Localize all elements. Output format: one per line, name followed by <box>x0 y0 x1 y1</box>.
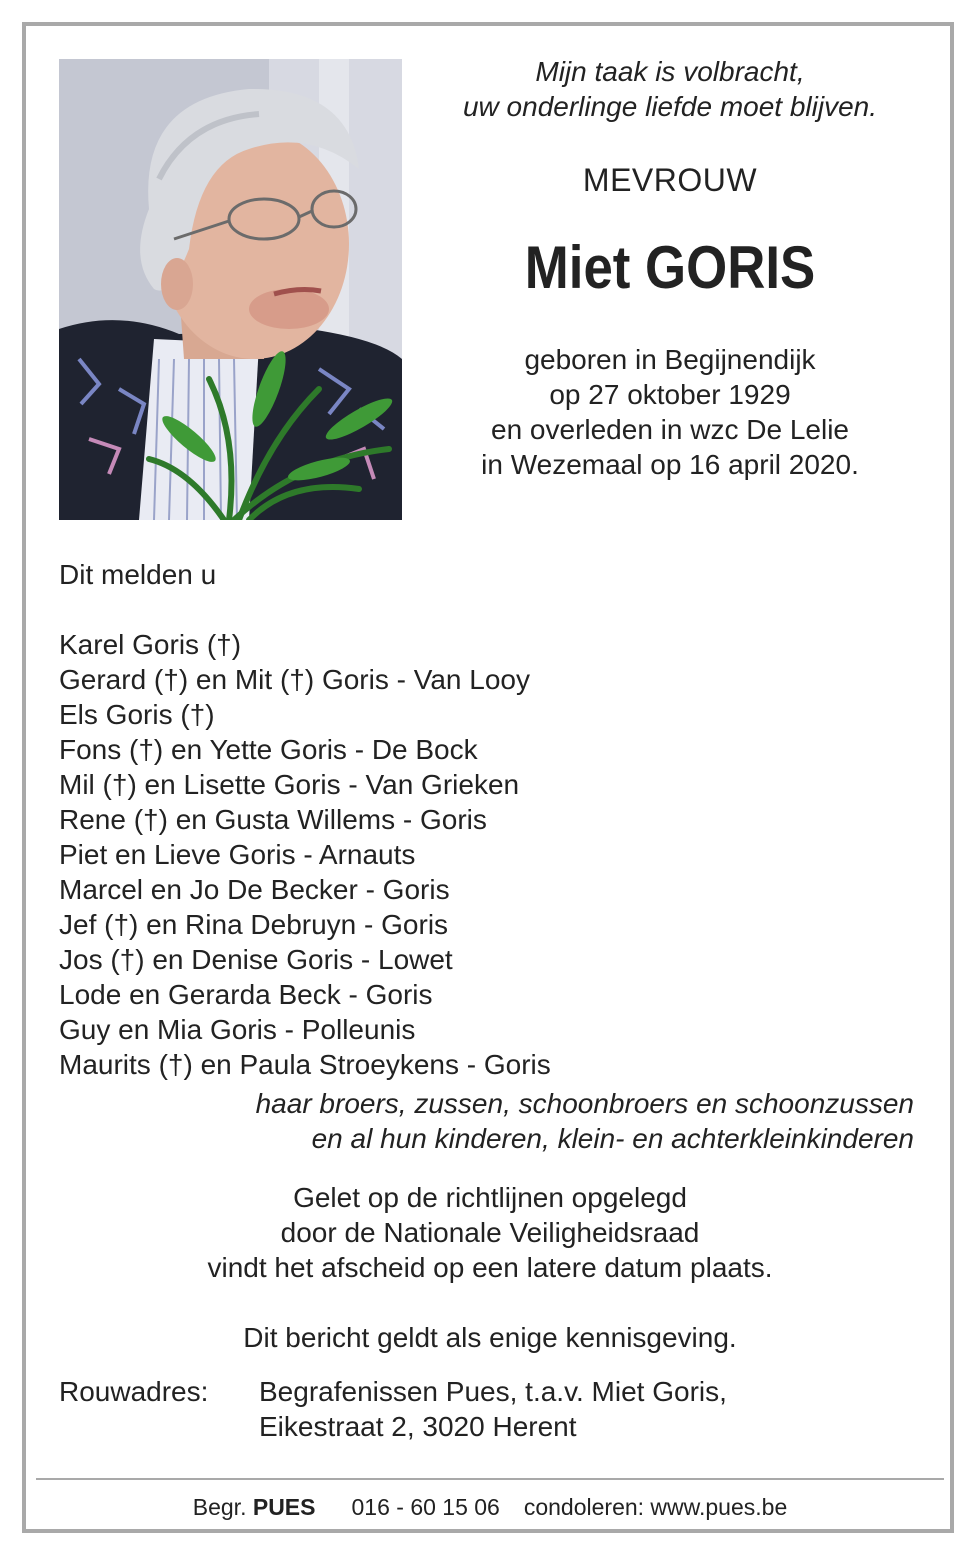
family-list <box>59 627 551 1082</box>
verse-line: uw onderlinge liefde moet blijven. <box>462 91 878 122</box>
family-member: Jef (†) en Rina Debruyn - Goris <box>59 909 449 940</box>
family-member: Els Goris (†) <box>59 699 215 730</box>
title-prefix: MEVROUW <box>582 162 758 198</box>
footer-prefix: Begr. <box>192 1494 247 1520</box>
birth-death-line: geboren in Begijnendijk <box>524 344 816 375</box>
footer-condolence-link[interactable]: condoleren: www.pues.be <box>523 1494 788 1520</box>
family-member: Fons (†) en Yette Goris - De Bock <box>59 734 478 765</box>
family-member: Rene (†) en Gusta Willems - Goris <box>59 804 487 835</box>
only-notice: Dit bericht geldt als enige kennisgeving. <box>243 1322 737 1353</box>
family-member: Guy en Mia Goris - Polleunis <box>59 1014 416 1045</box>
deceased-name: Miet GORIS <box>524 234 816 301</box>
family-member: Karel Goris (†) <box>59 629 242 660</box>
birth-death-line: op 27 oktober 1929 <box>549 379 791 410</box>
relation-line: haar broers, zussen, schoonbroers en schoonzussen <box>255 1088 914 1119</box>
notice-line: vindt het afscheid op een latere datum plaats. <box>207 1252 773 1283</box>
address-line: Begrafenissen Pues, t.a.v. Miet Goris, <box>259 1376 727 1407</box>
birth-death-line: en overleden in wzc De Lelie <box>491 414 849 445</box>
address-line: Eikestraat 2, 3020 Herent <box>259 1411 577 1442</box>
family-member: Maurits (†) en Paula Stroeykens - Goris <box>59 1049 551 1080</box>
relation-line: en al hun kinderen, klein- en achterkleinkinderen <box>311 1123 914 1154</box>
notice-line: Gelet op de richtlijnen opgelegd <box>293 1182 687 1213</box>
footer-divider <box>36 1478 944 1480</box>
footer-brand: PUES <box>252 1494 316 1520</box>
address-label: Rouwadres: <box>59 1376 209 1407</box>
verse <box>420 54 920 124</box>
ceremony-notice <box>59 1180 921 1285</box>
family-member: Mil (†) en Lisette Goris - Van Grieken <box>59 769 520 800</box>
family-member: Marcel en Jo De Becker - Goris <box>59 874 450 905</box>
mourning-address <box>259 1374 727 1444</box>
verse-line: Mijn taak is volbracht, <box>535 56 805 87</box>
family-member: Jos (†) en Denise Goris - Lowet <box>59 944 453 975</box>
announce-text: Dit melden u <box>59 559 217 590</box>
birth-death-line: in Wezemaal op 16 april 2020. <box>481 449 859 480</box>
footer-phone: 016 - 60 15 06 <box>351 1494 500 1520</box>
notice-line: door de Nationale Veiligheidsraad <box>280 1217 700 1248</box>
portrait-illustration <box>59 59 402 520</box>
family-member: Piet en Lieve Goris - Arnauts <box>59 839 416 870</box>
family-member: Lode en Gerarda Beck - Goris <box>59 979 433 1010</box>
relation-description <box>256 1086 914 1156</box>
family-member: Gerard (†) en Mit (†) Goris - Van Looy <box>59 664 530 695</box>
portrait-photo <box>59 59 402 520</box>
footer <box>0 1492 980 1522</box>
birth-death-details <box>420 342 920 482</box>
